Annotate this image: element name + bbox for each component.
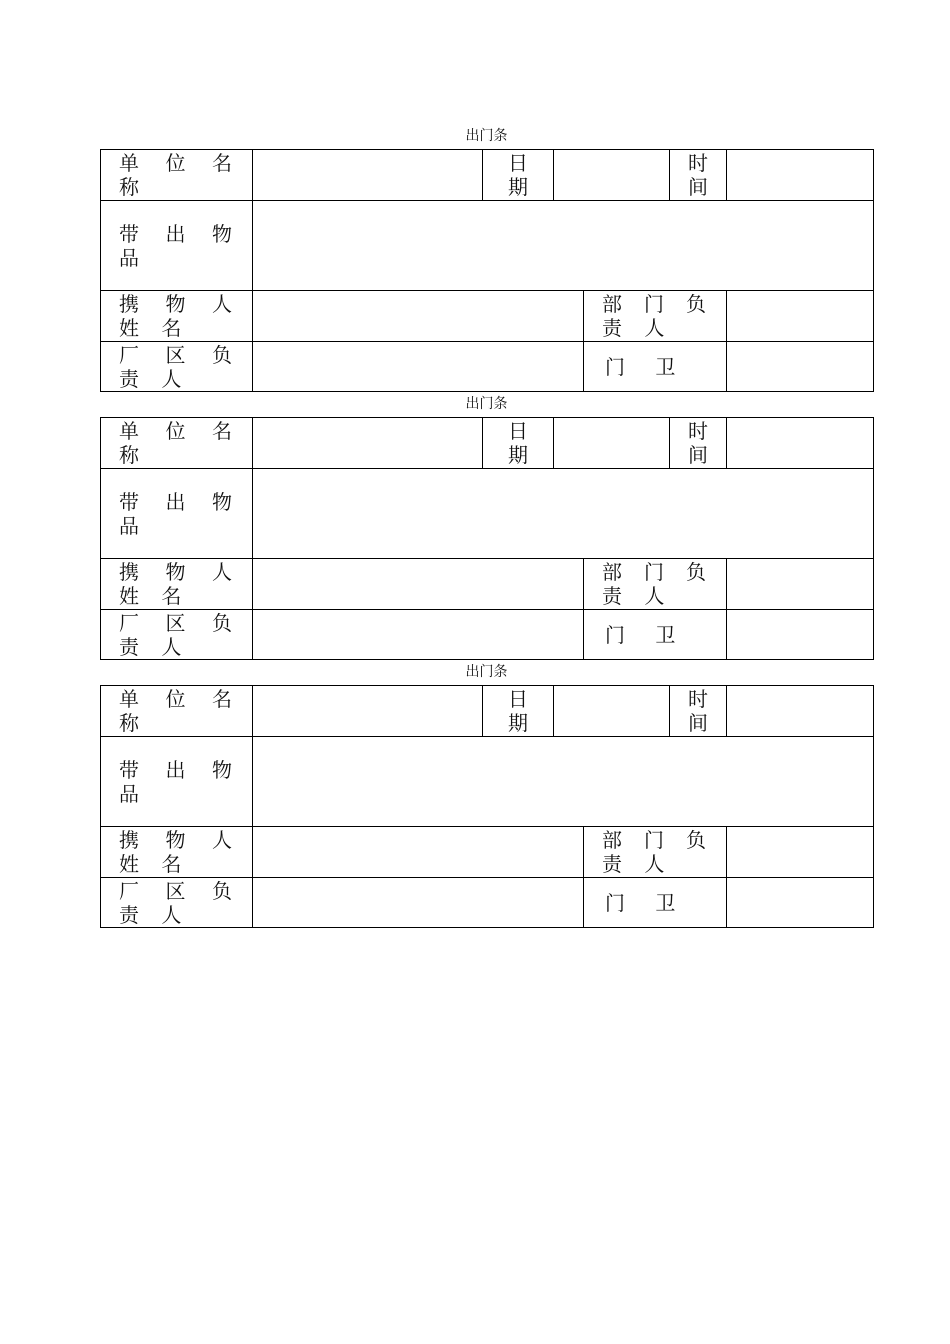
time-label: 时 间 <box>670 686 727 737</box>
guard-field[interactable] <box>727 878 874 928</box>
unit-name-field[interactable] <box>253 418 483 469</box>
plant-head-field[interactable] <box>253 342 584 392</box>
date-label: 日 期 <box>483 150 554 201</box>
carrier-name-label: 携 物 人 姓 名 <box>101 559 253 610</box>
time-field[interactable] <box>727 150 874 201</box>
form-title: 出门条 <box>465 128 508 144</box>
carrier-name-field[interactable] <box>253 559 584 610</box>
unit-name-label: 单 位 名 称 <box>101 418 253 469</box>
unit-name-field[interactable] <box>253 686 483 737</box>
time-label: 时 间 <box>670 418 727 469</box>
date-field[interactable] <box>554 150 670 201</box>
items-label: 带 出 物 品 <box>101 469 253 559</box>
unit-name-field[interactable] <box>253 150 483 201</box>
exit-pass-table <box>100 685 874 928</box>
date-field[interactable] <box>554 686 670 737</box>
carrier-name-label: 携 物 人 姓 名 <box>101 827 253 878</box>
carrier-name-label: 携 物 人 姓 名 <box>101 291 253 342</box>
time-field[interactable] <box>727 686 874 737</box>
form-title: 出门条 <box>465 664 508 680</box>
guard-field[interactable] <box>727 342 874 392</box>
form-title: 出门条 <box>465 396 508 412</box>
dept-head-field[interactable] <box>727 827 874 878</box>
exit-pass-table <box>100 149 874 392</box>
dept-head-field[interactable] <box>727 559 874 610</box>
carrier-name-field[interactable] <box>253 291 584 342</box>
dept-head-label: 部 门 负 责 人 <box>584 827 727 878</box>
items-label: 带 出 物 品 <box>101 737 253 827</box>
plant-head-field[interactable] <box>253 610 584 660</box>
items-field[interactable] <box>253 201 874 291</box>
date-field[interactable] <box>554 418 670 469</box>
items-field[interactable] <box>253 469 874 559</box>
plant-head-label: 厂 区 负 责 人 <box>101 610 253 660</box>
dept-head-field[interactable] <box>727 291 874 342</box>
guard-label: 门 卫 <box>584 878 727 928</box>
time-label: 时 间 <box>670 150 727 201</box>
date-label: 日 期 <box>483 418 554 469</box>
carrier-name-field[interactable] <box>253 827 584 878</box>
exit-pass-table <box>100 417 874 660</box>
plant-head-label: 厂 区 负 责 人 <box>101 878 253 928</box>
time-field[interactable] <box>727 418 874 469</box>
guard-label: 门 卫 <box>584 610 727 660</box>
guard-field[interactable] <box>727 610 874 660</box>
items-field[interactable] <box>253 737 874 827</box>
guard-label: 门 卫 <box>584 342 727 392</box>
date-label: 日 期 <box>483 686 554 737</box>
items-label: 带 出 物 品 <box>101 201 253 291</box>
dept-head-label: 部 门 负 责 人 <box>584 291 727 342</box>
plant-head-label: 厂 区 负 责 人 <box>101 342 253 392</box>
unit-name-label: 单 位 名 称 <box>101 150 253 201</box>
unit-name-label: 单 位 名 称 <box>101 686 253 737</box>
plant-head-field[interactable] <box>253 878 584 928</box>
dept-head-label: 部 门 负 责 人 <box>584 559 727 610</box>
